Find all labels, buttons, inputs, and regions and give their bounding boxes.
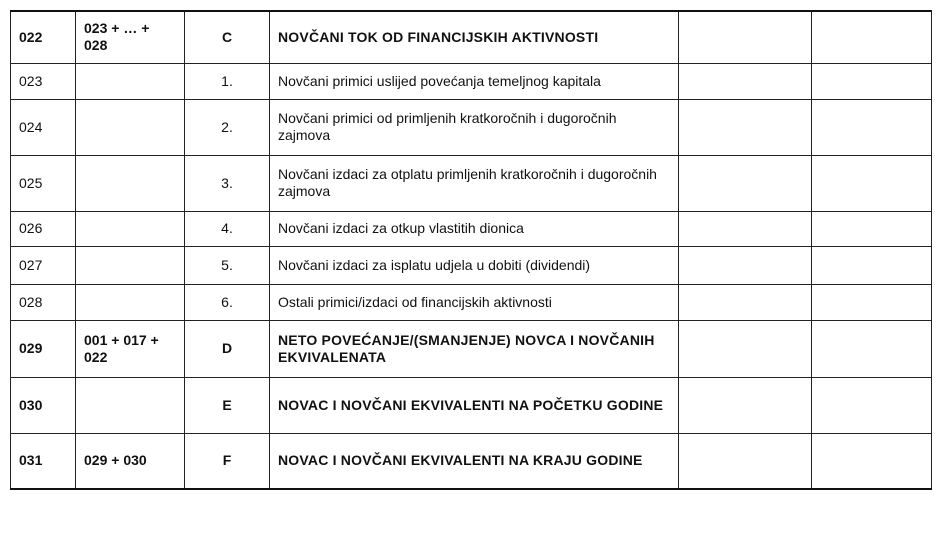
current-year-value-cell: [812, 433, 932, 489]
row-code-cell: 028: [11, 284, 76, 320]
row-description-cell: Novčani primici od primljenih kratkoročnih i dugoročnih zajmova: [270, 99, 679, 155]
cash-flow-financing-table: [10, 10, 932, 490]
table-row: [11, 433, 932, 489]
row-formula-cell: 029 + 030: [76, 433, 185, 489]
row-position-cell: D: [185, 320, 270, 377]
row-formula-cell: [76, 284, 185, 320]
table-row: [11, 155, 932, 211]
row-description-cell: Novčani izdaci za otkup vlastitih dionica: [270, 211, 679, 246]
previous-year-value-cell: [679, 155, 812, 211]
current-year-value-cell: [812, 284, 932, 320]
previous-year-value-cell: [679, 284, 812, 320]
row-description-cell: NOVAC I NOVČANI EKVIVALENTI NA KRAJU GODINE: [270, 433, 679, 489]
table-row: [11, 246, 932, 284]
current-year-value-cell: [812, 246, 932, 284]
row-position-cell: 2.: [185, 99, 270, 155]
row-formula-cell: [76, 246, 185, 284]
row-formula-cell: [76, 99, 185, 155]
row-description-cell: NOVAC I NOVČANI EKVIVALENTI NA POČETKU GODINE: [270, 377, 679, 433]
current-year-value-cell: [812, 11, 932, 63]
row-position-cell: E: [185, 377, 270, 433]
current-year-value-cell: [812, 99, 932, 155]
row-description-cell: Novčani izdaci za isplatu udjela u dobiti (dividendi): [270, 246, 679, 284]
current-year-value-cell: [812, 211, 932, 246]
current-year-value-cell: [812, 320, 932, 377]
previous-year-value-cell: [679, 246, 812, 284]
row-code-cell: 024: [11, 99, 76, 155]
row-position-cell: 6.: [185, 284, 270, 320]
row-description-cell: Ostali primici/izdaci od financijskih aktivnosti: [270, 284, 679, 320]
row-description-cell: Novčani izdaci za otplatu primljenih kratkoročnih i dugoročnih zajmova: [270, 155, 679, 211]
current-year-value-cell: [812, 377, 932, 433]
row-description-cell: NOVČANI TOK OD FINANCIJSKIH AKTIVNOSTI: [270, 11, 679, 63]
previous-year-value-cell: [679, 433, 812, 489]
row-position-cell: 1.: [185, 63, 270, 99]
row-description-cell: Novčani primici uslijed povećanja temeljnog kapitala: [270, 63, 679, 99]
previous-year-value-cell: [679, 320, 812, 377]
row-position-cell: F: [185, 433, 270, 489]
table-row: [11, 284, 932, 320]
row-code-cell: 031: [11, 433, 76, 489]
table-row: [11, 320, 932, 377]
table-row: [11, 99, 932, 155]
previous-year-value-cell: [679, 11, 812, 63]
row-code-cell: 030: [11, 377, 76, 433]
cash-flow-table-wrapper: [10, 10, 930, 490]
row-code-cell: 027: [11, 246, 76, 284]
row-position-cell: 3.: [185, 155, 270, 211]
row-code-cell: 022: [11, 11, 76, 63]
row-position-cell: C: [185, 11, 270, 63]
row-code-cell: 029: [11, 320, 76, 377]
row-code-cell: 025: [11, 155, 76, 211]
table-row: [11, 211, 932, 246]
current-year-value-cell: [812, 155, 932, 211]
table-row: [11, 11, 932, 63]
row-code-cell: 023: [11, 63, 76, 99]
table-row: [11, 377, 932, 433]
previous-year-value-cell: [679, 63, 812, 99]
row-code-cell: 026: [11, 211, 76, 246]
table-body: [11, 11, 932, 489]
previous-year-value-cell: [679, 377, 812, 433]
current-year-value-cell: [812, 63, 932, 99]
row-formula-cell: [76, 63, 185, 99]
row-formula-cell: 001 + 017 + 022: [76, 320, 185, 377]
row-position-cell: 5.: [185, 246, 270, 284]
row-formula-cell: [76, 155, 185, 211]
row-formula-cell: 023 + … + 028: [76, 11, 185, 63]
row-formula-cell: [76, 211, 185, 246]
table-row: [11, 63, 932, 99]
previous-year-value-cell: [679, 99, 812, 155]
row-position-cell: 4.: [185, 211, 270, 246]
row-formula-cell: [76, 377, 185, 433]
previous-year-value-cell: [679, 211, 812, 246]
row-description-cell: NETO POVEĆANJE/(SMANJENJE) NOVCA I NOVČANIH EKVIVALENATA: [270, 320, 679, 377]
